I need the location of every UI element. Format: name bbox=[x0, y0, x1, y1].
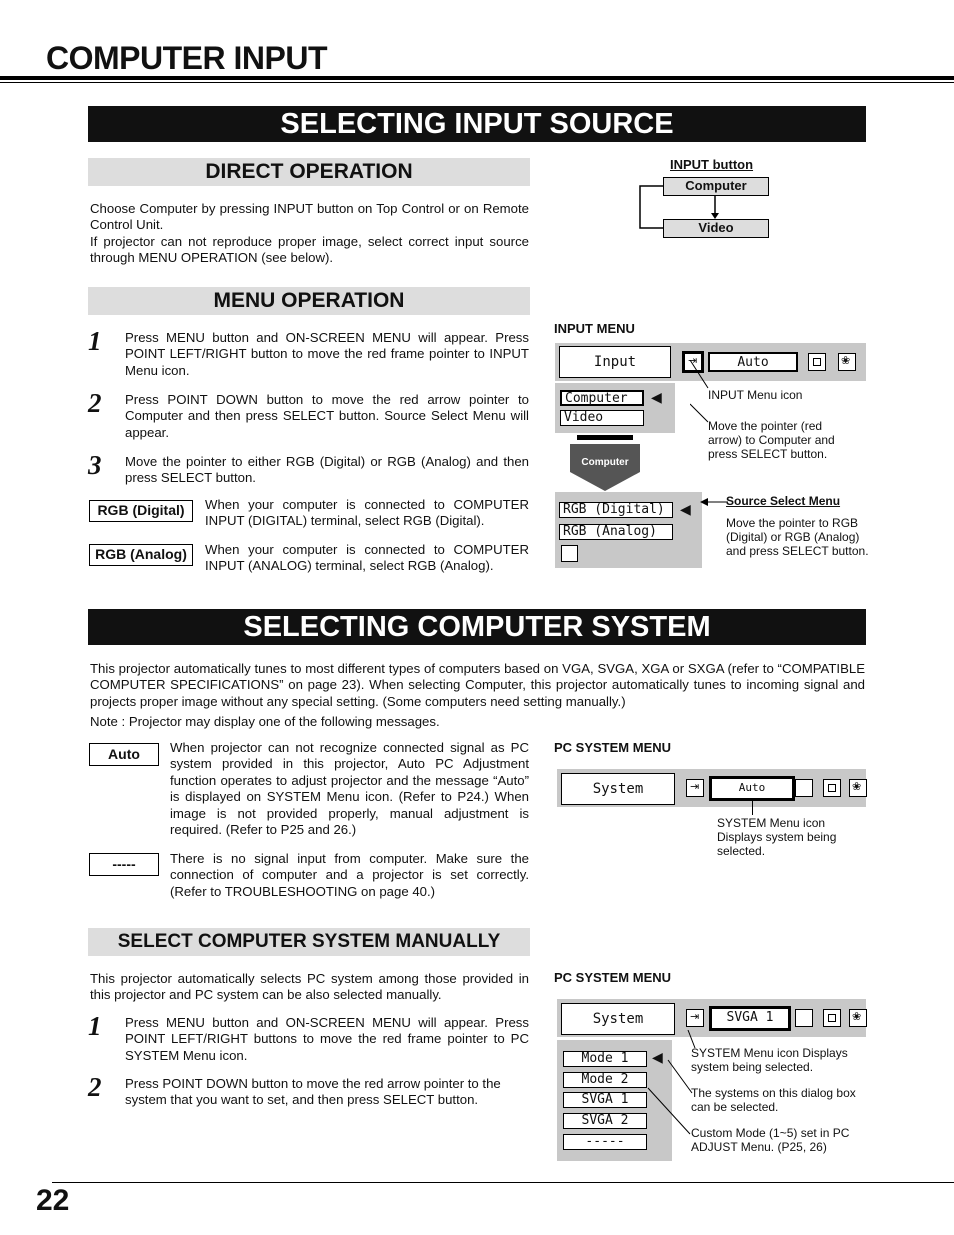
step-number: 1 bbox=[88, 1011, 102, 1041]
step-text: Move the pointer to either RGB (Digital) or RGB (Analog) and then press SELECT button. bbox=[125, 454, 529, 486]
step-text: Press POINT DOWN button to move the red arrow pointer to Computer and then press SELECT button. Source Select Menu will appear. bbox=[125, 392, 529, 440]
section-banner-computer-system: SELECTING COMPUTER SYSTEM bbox=[88, 609, 866, 645]
pc-menu2-note-custom: Custom Mode (1~5) set in PC ADJUST Menu. (P25, 26) bbox=[691, 1126, 850, 1154]
step-text: Press MENU button and ON-SCREEN MENU will appear. Press POINT LEFT/RIGHT buttons to move the red frame pointer to PC SYSTEM Menu icon. bbox=[125, 1015, 529, 1063]
system-option: Mode 1 bbox=[563, 1051, 647, 1067]
pc-menu-caption: PC SYSTEM MENU bbox=[554, 740, 672, 755]
rgb-digital-label: RGB (Digital) bbox=[89, 500, 193, 522]
input-button-computer: Computer bbox=[663, 177, 769, 196]
input-menu-field: Input bbox=[559, 346, 671, 378]
step-number: 2 bbox=[88, 388, 102, 418]
down-arrow-label: Computer bbox=[581, 457, 629, 468]
input-icon: ⇥ bbox=[686, 779, 704, 797]
system-option: SVGA 1 bbox=[563, 1092, 647, 1108]
pc-menu1-note: SYSTEM Menu icon Displays system being selected. bbox=[717, 816, 837, 858]
pc-menu-field: System bbox=[561, 773, 675, 805]
input-option-computer: Computer bbox=[560, 390, 644, 406]
system-option: ----- bbox=[563, 1134, 647, 1150]
title-rule-thin bbox=[0, 82, 954, 83]
callout-line bbox=[752, 800, 753, 815]
input-icon: ⇥ bbox=[684, 353, 702, 371]
input-option-video: Video bbox=[560, 410, 644, 426]
pointer-arrow-icon: ◀ bbox=[680, 501, 691, 517]
page-number: 22 bbox=[36, 1184, 70, 1217]
settings-icon: ❀ bbox=[849, 1009, 867, 1027]
monitor-icon bbox=[808, 353, 826, 371]
step-number: 2 bbox=[88, 1072, 102, 1102]
pointer-arrow-icon: ◀ bbox=[652, 1049, 663, 1065]
rgb-digital-text: When your computer is connected to COMPUTER INPUT (DIGITAL) terminal, select RGB (Digital). bbox=[205, 497, 529, 529]
pc-menu2-note-icon: SYSTEM Menu icon Displays system being selected. bbox=[691, 1046, 848, 1074]
source-option-rgb-analog: RGB (Analog) bbox=[559, 524, 673, 540]
section-banner-input-source: SELECTING INPUT SOURCE bbox=[88, 106, 866, 142]
no-signal-label: ----- bbox=[89, 853, 159, 876]
pc-system-svga-icon: SVGA 1 bbox=[711, 1008, 789, 1029]
manual-intro: This projector automatically selects PC system among those provided in this projector and PC system can be also selected manually. bbox=[90, 971, 529, 1003]
direct-paragraph-1: Choose Computer by pressing INPUT button on Top Control or on Remote Control Unit. bbox=[90, 201, 529, 233]
input-button-label: INPUT button bbox=[670, 157, 754, 172]
system-option: SVGA 2 bbox=[563, 1113, 647, 1129]
system-note: Note : Projector may display one of the following messages. bbox=[90, 714, 440, 729]
subheading-menu-operation: MENU OPERATION bbox=[88, 287, 530, 315]
settings-icon: ❀ bbox=[849, 779, 867, 797]
pc-menu2-note-list: The systems on this dialog box can be selected. bbox=[691, 1086, 856, 1114]
input-button-video: Video bbox=[663, 219, 769, 238]
exit-icon bbox=[561, 545, 578, 562]
rgb-analog-text: When your computer is connected to COMPUTER INPUT (ANALOG) terminal, select RGB (Analog). bbox=[205, 542, 529, 574]
input-menu-caption: INPUT MENU bbox=[554, 321, 635, 336]
system-option: Mode 2 bbox=[563, 1072, 647, 1088]
source-option-rgb-digital: RGB (Digital) bbox=[559, 502, 673, 518]
subheading-manual: SELECT COMPUTER SYSTEM MANUALLY bbox=[88, 928, 530, 956]
auto-label: Auto bbox=[89, 743, 159, 766]
pc-system-auto-icon: Auto bbox=[711, 778, 793, 799]
input-menu-auto: Auto bbox=[708, 352, 798, 372]
subheading-direct-operation: DIRECT OPERATION bbox=[88, 158, 530, 186]
footer-rule bbox=[52, 1182, 954, 1183]
pointer-arrow-icon: ◀ bbox=[651, 389, 662, 405]
pc-adjust-icon bbox=[795, 1009, 813, 1027]
title-rule bbox=[0, 76, 954, 80]
direct-paragraph-2: If projector can not reproduce proper image, select correct input source through MENU OPERATION (see below). bbox=[90, 234, 529, 266]
settings-icon: ❀ bbox=[838, 353, 856, 371]
system-intro: This projector automatically tunes to most different types of computers based on VGA, SVGA, XGA or SXGA (refer to “COMPATIBLE COMPUTER SPECIFICATIONS” on page 23). When selecting Computer, this projector automatically tunes to incoming signal and projects proper image without any special setting. (Some computers need setting manually.) bbox=[90, 661, 865, 709]
monitor-icon bbox=[823, 1009, 841, 1027]
auto-text: When projector can not recognize connected signal as PC system provided in this projector, Auto PC Adjustment function operates to adjust projector and the message “Auto” is displayed on SYSTEM Menu icon. (Refer to P24.) When image is not provided properly, manual adjustment is required. (Refer to P25 and 26.) bbox=[170, 740, 529, 838]
pc-menu-caption: PC SYSTEM MENU bbox=[554, 970, 672, 985]
pc-menu-field: System bbox=[561, 1003, 675, 1035]
no-signal-text: There is no signal input from computer. Make sure the connection of computer and a projector is set correctly. (Refer to TROUBLESHOOTING on page 40.) bbox=[170, 851, 529, 899]
step-number: 1 bbox=[88, 326, 102, 356]
note-move-pointer: Move the pointer (red arrow) to Computer and press SELECT button. bbox=[708, 419, 835, 461]
input-cycle-arrows bbox=[634, 185, 724, 235]
input-icon: ⇥ bbox=[686, 1009, 704, 1027]
note-input-menu-icon: INPUT Menu icon bbox=[708, 388, 803, 402]
step-text: Press MENU button and ON-SCREEN MENU will appear. Press POINT LEFT/RIGHT button to move the red frame pointer to INPUT Menu icon. bbox=[125, 330, 529, 378]
pc-adjust-icon bbox=[795, 779, 813, 797]
source-select-title: Source Select Menu bbox=[726, 494, 841, 508]
rgb-analog-label: RGB (Analog) bbox=[89, 544, 193, 566]
page-title: COMPUTER INPUT bbox=[46, 40, 327, 76]
source-select-note: Move the pointer to RGB (Digital) or RGB (Analog) and press SELECT button. bbox=[726, 516, 869, 558]
step-text: Press POINT DOWN button to move the red arrow pointer to the system that you want to set, and then press SELECT button. bbox=[125, 1076, 501, 1108]
step-number: 3 bbox=[88, 450, 102, 480]
monitor-icon bbox=[823, 779, 841, 797]
